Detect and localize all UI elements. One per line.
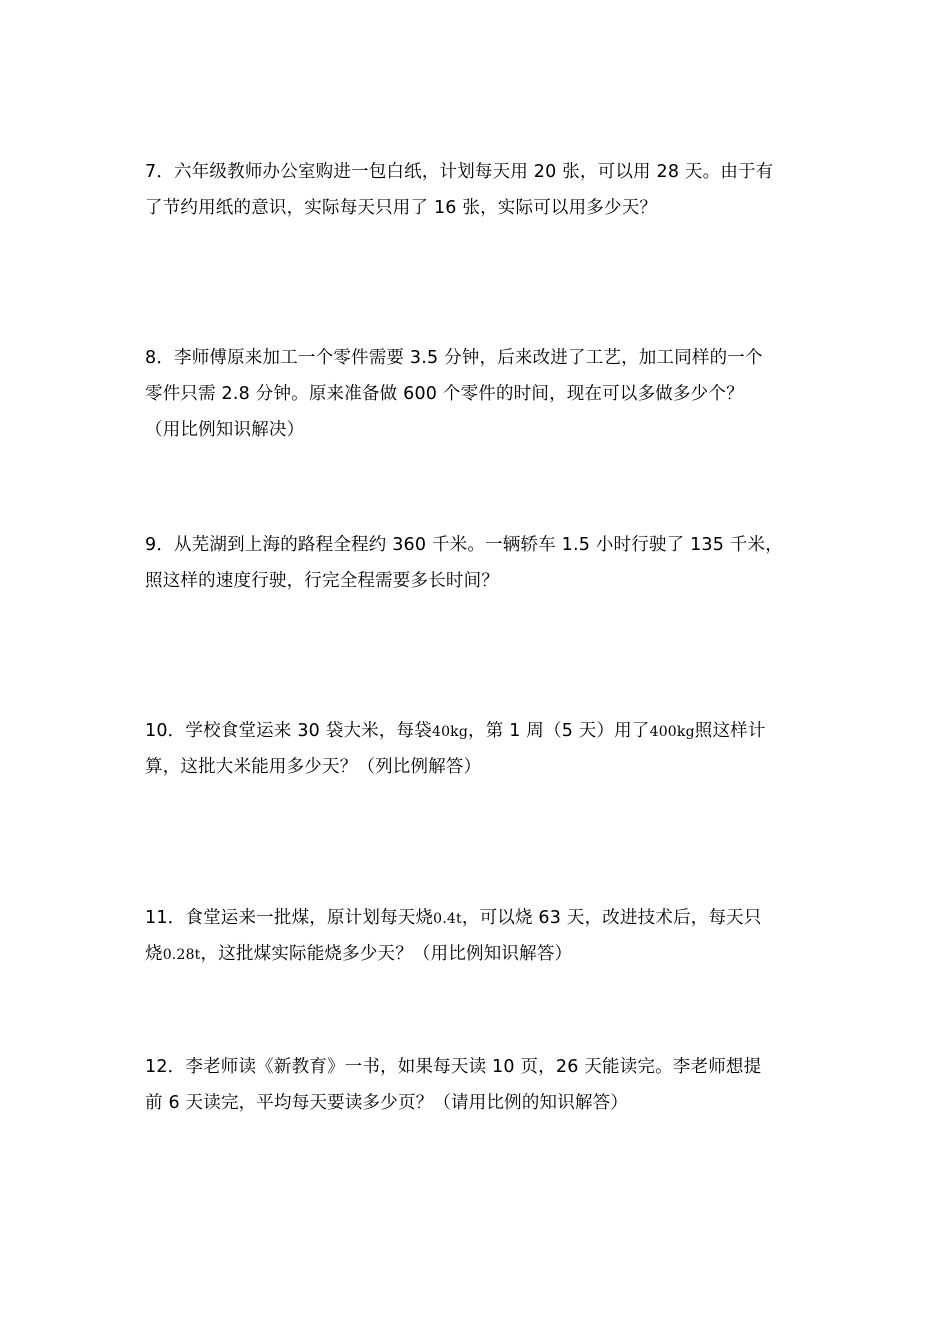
problem-9 [145,527,815,599]
problem-10-unit-b: 400kg [649,724,695,740]
problem-11-line-1 [145,900,815,936]
problem-10-text-a: 10．学校食堂运来 30 袋大米，每袋 [145,721,432,741]
problem-11 [145,900,815,972]
problem-7-line-1: 7．六年级教师办公室购进一包白纸，计划每天用 20 张，可以用 28 天。由于有 [145,162,774,182]
problem-8-line-2: 零件只需 2.8 分钟。原来准备做 600 个零件的时间，现在可以多做多少个？ [145,384,744,404]
problem-11-text-a: 11．食堂运来一批煤，原计划每天烧 [145,908,434,928]
problem-10-line-2: 算，这批大米能用多少天？（列比例解答） [145,757,482,777]
problem-8-line-3: （用比例知识解决） [145,420,305,440]
problem-12 [145,1049,815,1121]
problem-11-text-d: ，这批煤实际能烧多少天？（用比例知识解答） [200,944,573,964]
problem-11-text-c: 烧 [145,944,163,964]
problem-10-text-b: ，第 1 周（5 天）用了 [468,721,650,741]
problem-12-line-2: 前 6 天读完，平均每天要读多少页？（请用比例的知识解答） [145,1093,629,1113]
problem-10-unit-a: 40kg [431,724,469,740]
problem-10-line-1 [145,713,815,749]
problem-8-line-1: 8．李师傅原来加工一个零件需要 3.5 分钟，后来改进了工艺，加工同样的一个 [145,348,763,368]
problem-7-line-2: 了节约用纸的意识，实际每天只用了 16 张，实际可以用多少天？ [145,198,658,218]
problem-9-line-2: 照这样的速度行驶，行完全程需要多长时间？ [145,571,499,591]
problem-11-line-2 [145,936,815,972]
problem-12-line-1: 12．李老师读《新教育》一书，如果每天读 10 页，26 天能读完。李老师想提 [145,1057,762,1077]
problem-10 [145,713,815,785]
problem-11-unit-b: 0.28t [162,947,201,963]
problem-11-text-b: ，可以烧 63 天，改进技术后，每天只 [461,908,762,928]
problem-9-line-1: 9．从芜湖到上海的路程全程约 360 千米。一辆轿车 1.5 小时行驶了 135 千米， [145,535,783,555]
problem-11-unit-a: 0.4t [433,911,462,927]
problem-7 [145,154,815,226]
problem-8 [145,340,815,448]
problem-10-text-c: 照这样计 [694,721,766,741]
